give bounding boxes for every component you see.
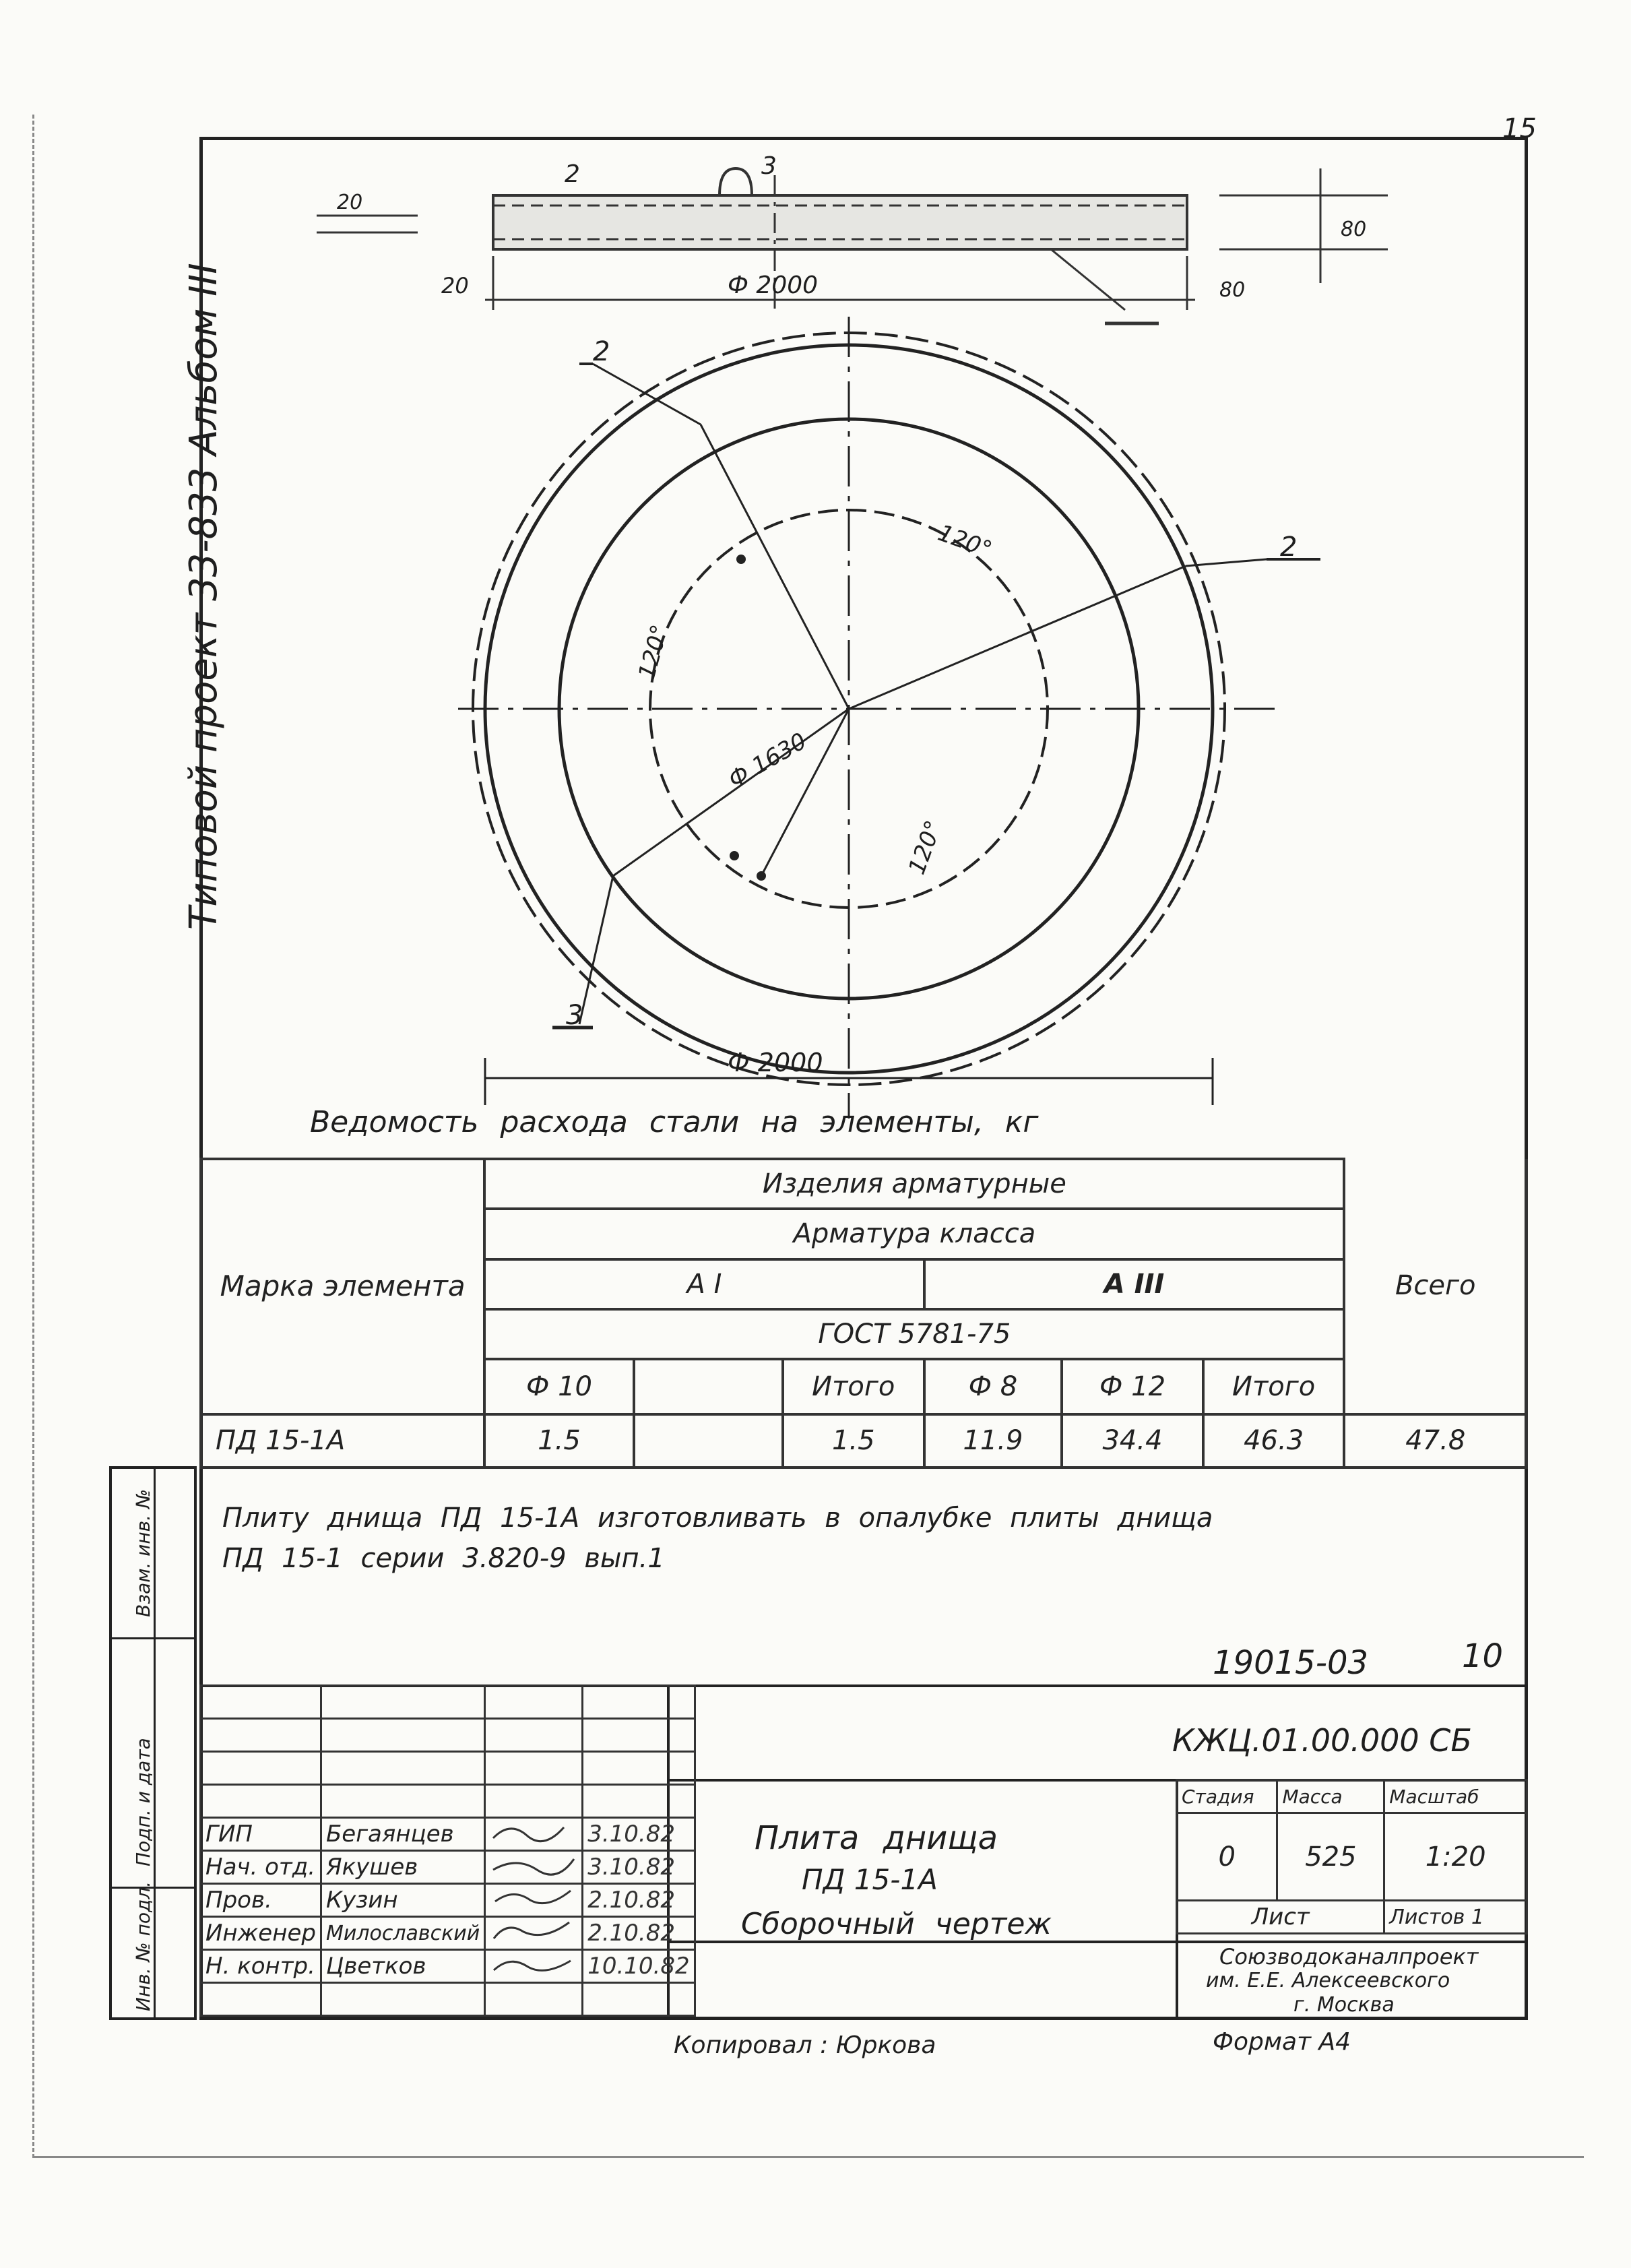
role-label: Пров.	[201, 1884, 321, 1917]
role-name: Цветков	[321, 1950, 484, 1983]
head-stage: Стадия	[1177, 1780, 1277, 1813]
row-value: 11.9	[924, 1414, 1062, 1468]
sub-header: Ф 12	[1062, 1359, 1203, 1414]
sub-header: Ф 10	[484, 1359, 633, 1414]
role-name: Якушев	[321, 1851, 484, 1884]
sub-header: Итого	[783, 1359, 924, 1414]
head-mass: Масса	[1277, 1780, 1384, 1813]
side-title: Типовой проект 33-833 Альбом III	[182, 263, 226, 930]
section-slab	[493, 195, 1187, 249]
plan-view	[458, 317, 1320, 1119]
row-mark: ПД 15-1А	[201, 1414, 484, 1468]
org-line-2: им. Е.Е. Алексеевского	[1206, 1969, 1450, 1992]
stamp-inv-podl: Инв. № подл.	[132, 1881, 154, 2011]
class-a1: A I	[484, 1259, 924, 1309]
row-value: 47.8	[1344, 1414, 1527, 1468]
role-name: Кузин	[321, 1884, 484, 1917]
stamp-divider	[109, 1637, 197, 1639]
inner-diameter-label: Ф 1630	[724, 727, 812, 794]
document-code: КЖЦ.01.00.000 СБ	[1172, 1722, 1472, 1759]
signature	[485, 1950, 583, 1983]
mass-value: 525	[1277, 1813, 1384, 1901]
lifting-point	[757, 871, 766, 881]
row-value	[634, 1414, 783, 1468]
scale-value: 1:20	[1384, 1813, 1527, 1901]
role-date: 10.10.82	[583, 1950, 695, 1983]
stage-table	[1176, 1779, 1528, 1934]
row-value: 1.5	[783, 1414, 924, 1468]
angle-label-bottom: 120°	[903, 817, 948, 879]
sheet-label: Лист	[1177, 1901, 1384, 1934]
steel-table	[199, 1158, 1528, 1469]
section-dim-vertical-right: 80	[1341, 218, 1367, 241]
plan-callout-2-top: 2	[593, 336, 610, 367]
org-line-1: Союзводоканалпроект	[1219, 1944, 1479, 1970]
col-total-header: Всего	[1344, 1159, 1527, 1414]
table-row	[201, 1414, 1527, 1468]
radial-line-3	[613, 709, 849, 876]
radial-line-1	[701, 424, 849, 709]
angle-label-top: 120°	[934, 519, 996, 564]
note-line-2: ПД 15-1 серии 3.820-9 вып.1	[222, 1543, 665, 1574]
role-date: 2.10.82	[583, 1917, 695, 1950]
section-dim-left: 20	[441, 273, 469, 298]
radial-line-4	[761, 709, 849, 876]
table-row	[201, 1950, 695, 1983]
role-label: Нач. отд.	[201, 1851, 321, 1884]
section-dim-vertical-left: 20	[337, 191, 363, 214]
stamp-divider	[109, 1887, 197, 1889]
angle-label-left: 120°	[633, 621, 674, 683]
signature	[485, 1884, 583, 1917]
table-row	[201, 1818, 695, 1851]
signature-table	[199, 1684, 696, 2017]
sub-header: Ф 8	[924, 1359, 1062, 1414]
stamp-podp-data: Подп. и дата	[132, 1738, 154, 1866]
role-date: 3.10.82	[583, 1818, 695, 1851]
plan-callout-2-right: 2	[1280, 532, 1298, 563]
stage-value: 0	[1177, 1813, 1277, 1901]
sub-header: Итого	[1203, 1359, 1345, 1414]
corner-page-number: 15	[1502, 113, 1537, 144]
row-value: 1.5	[484, 1414, 633, 1468]
title-line-1: Плита днища	[755, 1819, 998, 1857]
steel-table-caption: Ведомость расхода стали на элементы, кг	[310, 1105, 1039, 1139]
radial-line-2	[849, 566, 1186, 709]
stamp-divider-vertical	[154, 1466, 156, 2020]
stamp-vzam-inv: Взам. инв. №	[132, 1488, 154, 1617]
section-dim-right: 80	[1219, 278, 1246, 302]
title-line-2: ПД 15-1А	[802, 1863, 938, 1896]
format-label: Формат А4	[1213, 2028, 1351, 2056]
lifting-loop	[719, 168, 752, 195]
section-callout-2: 2	[565, 160, 580, 188]
section-dim-top: Ф 2000	[728, 272, 819, 299]
table-row	[201, 1884, 695, 1917]
signature	[485, 1818, 583, 1851]
row-value: 46.3	[1203, 1414, 1345, 1468]
role-label: ГИП	[201, 1818, 321, 1851]
role-name: Милославский	[321, 1917, 484, 1950]
class-a3: A III	[924, 1259, 1345, 1309]
signature	[485, 1917, 583, 1950]
lifting-point	[736, 555, 746, 564]
role-label: Н. контр.	[201, 1950, 321, 1983]
org-line-3: г. Москва	[1293, 1993, 1395, 2017]
plan-callout-3: 3	[566, 1000, 583, 1031]
title-line-3: Сборочный чертеж	[741, 1907, 1052, 1941]
signature	[485, 1851, 583, 1884]
section-callout-3: 3	[761, 152, 777, 180]
sheet-page: 10	[1462, 1637, 1504, 1675]
sheets-label: Листов 1	[1384, 1901, 1527, 1934]
sub-header	[634, 1359, 783, 1414]
group-title: Изделия арматурные	[484, 1159, 1344, 1209]
lifting-point	[730, 851, 739, 860]
role-name: Бегаянцев	[321, 1818, 484, 1851]
table-row	[201, 1917, 695, 1950]
sheet-code: 19015-03	[1213, 1644, 1369, 1682]
table-row	[201, 1851, 695, 1884]
gost-label: ГОСТ 5781-75	[484, 1309, 1344, 1359]
role-date: 3.10.82	[583, 1851, 695, 1884]
subgroup-title: Арматура класса	[484, 1209, 1344, 1259]
role-date: 2.10.82	[583, 1884, 695, 1917]
note-line-1: Плиту днища ПД 15-1А изготовливать в опалубке плиты днища	[222, 1503, 1213, 1534]
copied-by: Копировал : Юркова	[674, 2031, 936, 2059]
head-scale: Масштаб	[1384, 1780, 1527, 1813]
outer-diameter-label: Ф 2000	[728, 1048, 823, 1077]
col-mark-header: Марка элемента	[201, 1159, 484, 1414]
row-value: 34.4	[1062, 1414, 1203, 1468]
role-label: Инженер	[201, 1917, 321, 1950]
